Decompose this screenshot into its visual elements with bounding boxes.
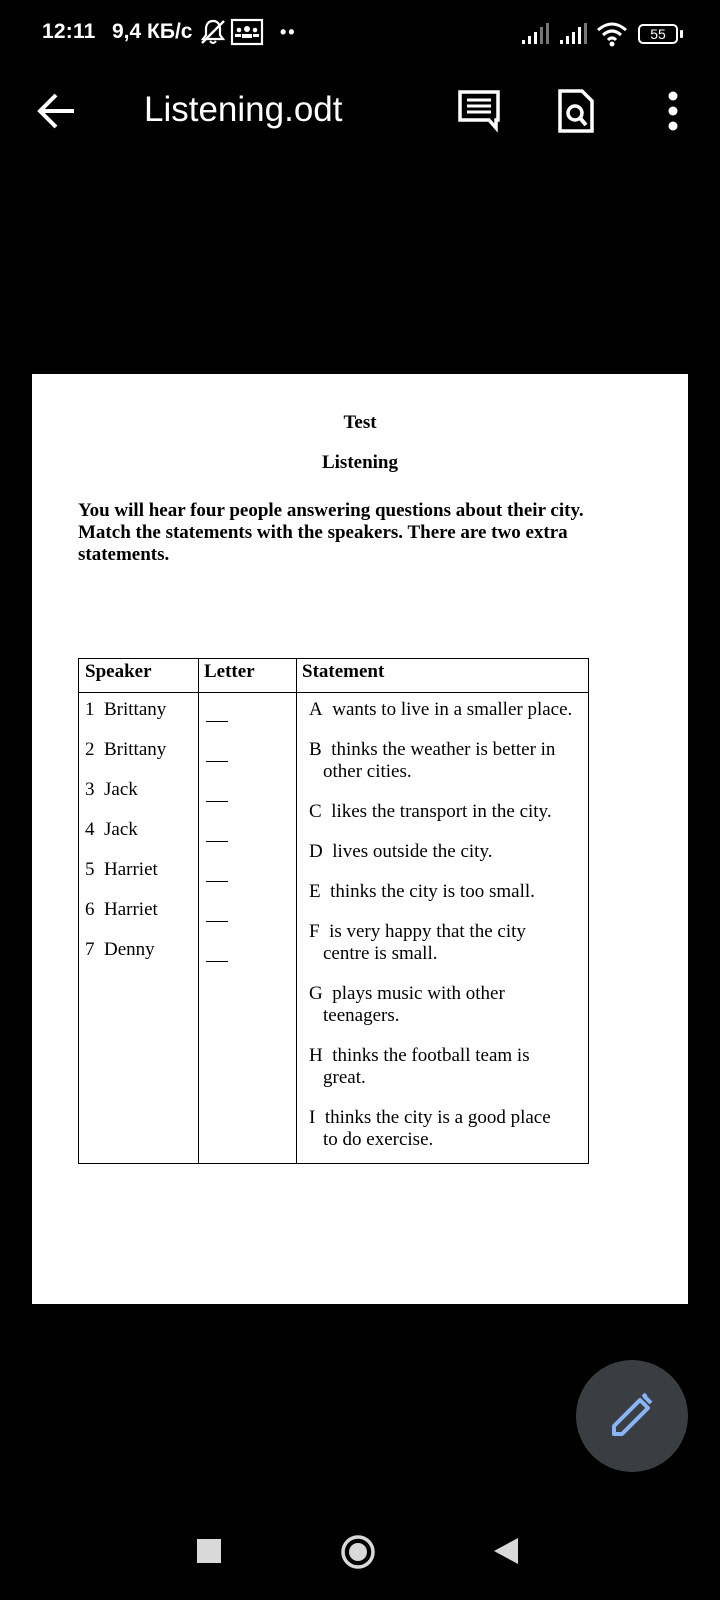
statement-item (309, 699, 585, 721)
statement-text-cont: teenagers. (323, 1005, 400, 1026)
statement-text: thinks the city is too small. (330, 881, 535, 902)
pencil-icon (576, 1360, 688, 1472)
header-speaker: Speaker (85, 661, 152, 682)
statement-text: thinks the city is a good place (324, 1107, 551, 1128)
statement-letter: I (309, 1107, 316, 1128)
statement-text: is very happy that the city (329, 921, 526, 942)
document-title: Listening.odt (144, 90, 343, 129)
speaker-name: Jack (104, 779, 138, 800)
speaker-name: Brittany (104, 699, 167, 720)
table-row-speaker (85, 899, 158, 921)
more-options-button[interactable] (650, 88, 696, 134)
group-notification-icon (230, 18, 264, 51)
back-button[interactable] (34, 88, 80, 134)
mute-notifications-icon (200, 18, 226, 51)
table-row-speaker (85, 779, 138, 801)
table-header-divider (79, 692, 588, 693)
statement-text: lives outside the city. (332, 841, 493, 862)
statement-text-cont: great. (323, 1067, 366, 1088)
speaker-number: 3 (85, 779, 95, 800)
statement-item (309, 1045, 585, 1089)
statement-item (309, 739, 585, 783)
statement-text: wants to live in a smaller place. (332, 699, 573, 720)
table-column-divider (296, 659, 297, 1163)
speaker-number: 7 (85, 939, 95, 960)
battery-tip (680, 30, 683, 38)
speaker-name: Jack (104, 819, 138, 840)
table-row-speaker (85, 699, 166, 721)
statement-letter: G (309, 983, 323, 1004)
statement-letter: A (309, 699, 323, 720)
statement-item (309, 881, 585, 903)
statement-item (309, 921, 585, 965)
speaker-name: Harriet (104, 899, 158, 920)
app-bar (0, 70, 720, 150)
more-vert-icon (650, 88, 696, 134)
speaker-number: 4 (85, 819, 95, 840)
answer-blank (206, 921, 228, 922)
battery-indicator: 55 (638, 24, 678, 44)
status-time: 12:11 (42, 20, 96, 43)
statement-item (309, 983, 585, 1027)
statement-item (309, 841, 585, 863)
speaker-number: 1 (85, 699, 95, 720)
speaker-name: Denny (104, 939, 155, 960)
circle-icon (340, 1534, 376, 1570)
statement-text-cont: other cities. (323, 761, 412, 782)
document-page[interactable] (32, 374, 688, 1304)
statement-text: likes the transport in the city. (331, 801, 552, 822)
edit-document-button[interactable] (576, 1360, 688, 1472)
wifi-icon (596, 20, 628, 53)
signal-sim2-icon (558, 22, 588, 51)
table-row-speaker (85, 939, 155, 961)
find-in-document-button[interactable] (554, 88, 600, 134)
doc-heading-test: Test (343, 412, 377, 433)
status-bar (0, 0, 720, 70)
home-button[interactable] (340, 1534, 376, 1570)
doc-instruction: You will hear four people answering questions about their city. Match the statements with the speakers. There are two extra statements. (78, 500, 584, 565)
comments-button[interactable] (456, 88, 502, 134)
header-letter: Letter (204, 661, 255, 682)
table-row-speaker (85, 819, 138, 841)
speaker-name: Brittany (104, 739, 167, 760)
header-statement: Statement (302, 661, 385, 682)
speaker-name: Harriet (104, 859, 158, 880)
square-icon (196, 1538, 222, 1564)
answer-blank (206, 881, 228, 882)
statement-text: thinks the football team is (332, 1045, 530, 1066)
matching-table (78, 658, 589, 1164)
arrow-left-icon (34, 88, 80, 134)
table-row-speaker (85, 859, 158, 881)
recent-apps-button[interactable] (196, 1538, 222, 1564)
speaker-number: 6 (85, 899, 95, 920)
triangle-left-icon (492, 1536, 520, 1566)
table-column-divider (198, 659, 199, 1163)
statement-text-cont: to do exercise. (323, 1129, 434, 1150)
more-notifications-dots: •• (280, 22, 297, 42)
statement-letter: E (309, 881, 321, 902)
statement-letter: H (309, 1045, 323, 1066)
statement-letter: C (309, 801, 322, 822)
table-row-speaker (85, 739, 166, 761)
statement-text: thinks the weather is better in (331, 739, 556, 760)
speaker-number: 2 (85, 739, 95, 760)
comment-icon (456, 88, 502, 134)
statement-letter: B (309, 739, 322, 760)
answer-blank (206, 961, 228, 962)
answer-blank (206, 801, 228, 802)
statement-letter: D (309, 841, 323, 862)
network-speed: 9,4 КБ/с (112, 20, 193, 43)
statement-item (309, 1107, 585, 1151)
speaker-number: 5 (85, 859, 95, 880)
doc-heading-listening: Listening (321, 452, 399, 473)
answer-blank (206, 841, 228, 842)
answer-blank (206, 721, 228, 722)
statement-item (309, 801, 585, 823)
statement-letter: F (309, 921, 320, 942)
signal-sim1-icon (520, 22, 550, 51)
statement-text: plays music with other (332, 983, 505, 1004)
back-nav-button[interactable] (492, 1536, 520, 1566)
answer-blank (206, 761, 228, 762)
search-document-icon (554, 88, 600, 134)
statement-text-cont: centre is small. (323, 943, 438, 964)
